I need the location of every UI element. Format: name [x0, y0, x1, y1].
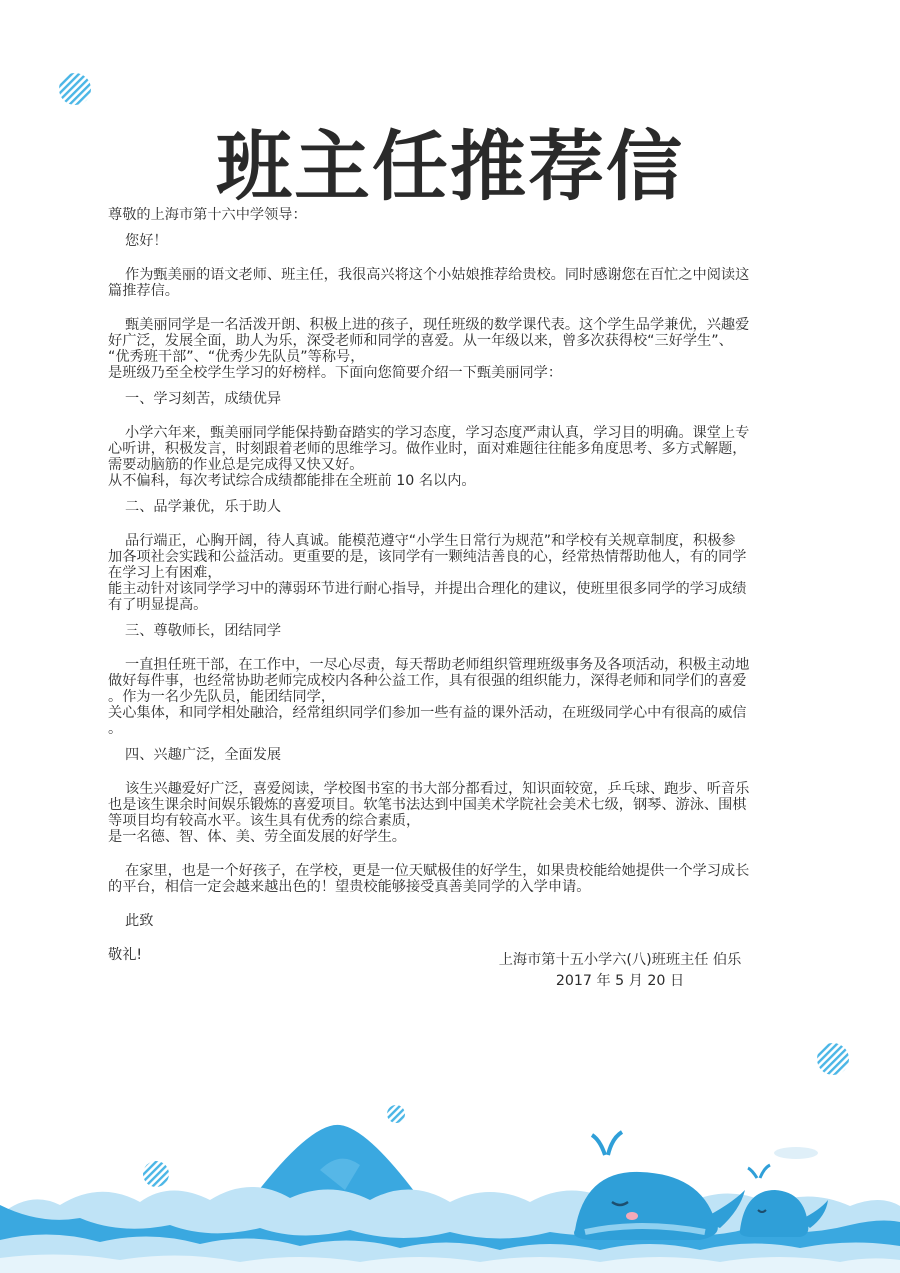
decor-dot-circle-top-left	[58, 72, 92, 106]
decor-dot-circle-right	[816, 1042, 850, 1076]
page-title: 班主任推荐信	[216, 121, 684, 211]
greeting: 您好！	[125, 233, 168, 249]
section-heading-3: 三、尊敬师长，团结同学	[125, 623, 282, 639]
s1-line: 需要动脑筋的作业总是完成得又快又好。	[108, 457, 364, 473]
p1-line: 甄美丽同学是一名活泼开朗、积极上进的孩子，现任班级的数学课代表。这个学生品学兼优，兴趣爱	[125, 317, 750, 333]
signer: 上海市第十五小学六(八)班班主任 伯乐	[498, 952, 742, 968]
s4-line: 也是该生课余时间娱乐锻炼的喜爱项目。软笔书法达到中国美术学院社会美术七级，钢琴、游泳、围棋	[108, 797, 747, 813]
s4-line: 等项目均有较高水平。该生具有优秀的综合素质，	[108, 813, 421, 829]
p1-line: 是班级乃至全校学生学习的好榜样。下面向您简要介绍一下甄美丽同学：	[108, 365, 563, 381]
s1-line: 心听讲，积极发言，时刻跟着老师的思维学习。做作业时，面对难题往往能多角度思考、多方式解题，	[108, 441, 747, 457]
s2-line: 加各项社会实践和公益活动。更重要的是，该同学有一颗纯洁善良的心，经常热情帮助他人，有的同学	[108, 549, 747, 565]
section-heading-2: 二、品学兼优，乐于助人	[125, 499, 282, 515]
s3-line: 一直担任班干部，在工作中，一尽心尽责，每天帮助老师组织管理班级事务及各项活动，积极主动地	[125, 657, 750, 673]
section-1	[108, 425, 798, 489]
closing-line: 在家里，也是一个好孩子，在学校，更是一位天赋极佳的好学生，如果贵校能给她提供一个学习成长	[125, 863, 750, 879]
p1-line: 好广泛，发展全面，助人为乐，深受老师和同学的喜爱。从一年级以来，曾多次获得校“三好学生”、	[108, 333, 733, 349]
s2-line: 在学习上有困难，	[108, 565, 222, 581]
s3-line: 。作为一名少先队员，能团结同学，	[108, 689, 336, 705]
s2-line: 品行端正，心胸开阔，待人真诚。能模范遵守“小学生日常行为规范”和学校有关规章制度，积极参	[125, 533, 736, 549]
p1-line: “优秀班干部”、“优秀少先队员”等称号，	[108, 349, 365, 365]
signature-block	[460, 950, 780, 992]
cloud-icon	[774, 1147, 818, 1159]
s2-line: 有了明显提高。	[108, 597, 208, 613]
closing-line: 的平台，相信一定会越来越出色的！望贵校能够接受真善美同学的入学申请。	[108, 879, 591, 895]
section-heading-4: 四、兴趣广泛，全面发展	[125, 747, 282, 763]
paragraph-1	[108, 317, 798, 381]
intro-paragraph	[108, 267, 798, 299]
s1-line: 从不偏科，每次考试综合成绩都能排在全班前 10 名以内。	[108, 473, 476, 489]
s3-line: 做好每件事，也经常协助老师完成校内各种公益工作，具有很强的组织能力，深得老师和同学们的喜爱	[108, 673, 747, 689]
s4-line: 该生兴趣爱好广泛，喜爱阅读，学校图书室的书大部分都看过，知识面较宽，乒乓球、跑步、听音乐	[125, 781, 750, 797]
section-heading-1: 一、学习刻苦，成绩优异	[125, 391, 282, 407]
s3-line: 。	[108, 721, 123, 737]
section-4	[108, 781, 798, 845]
intro-line: 作为甄美丽的语文老师、班主任，我很高兴将这个小姑娘推荐给贵校。同时感谢您在百忙之中阅读这	[125, 267, 750, 283]
s4-line: 是一名德、智、体、美、劳全面发展的好学生。	[108, 829, 406, 845]
whale-large-icon	[574, 1132, 745, 1240]
closing-paragraph	[108, 863, 798, 895]
s1-line: 小学六年来，甄美丽同学能保持勤奋踏实的学习态度，学习态度严肃认真，学习目的明确。课堂上专	[125, 425, 750, 441]
ci-zhi: 此致	[125, 913, 154, 929]
s2-line: 能主动针对该同学学习中的薄弱环节进行耐心指导，并提出合理化的建议，使班里很多同学的学习成绩	[108, 581, 747, 597]
jing-li: 敬礼!	[108, 947, 143, 963]
s3-line: 关心集体，和同学相处融洽，经常组织同学们参加一些有益的课外活动，在班级同学心中有很高的威信	[108, 705, 747, 721]
letter-body	[108, 207, 798, 963]
section-2	[108, 533, 798, 613]
intro-line: 篇推荐信。	[108, 283, 179, 299]
ocean-decoration	[0, 1110, 900, 1273]
date: 2017 年 5 月 20 日	[555, 973, 685, 989]
section-3	[108, 657, 798, 737]
salutation: 尊敬的上海市第十六中学领导：	[108, 207, 307, 223]
